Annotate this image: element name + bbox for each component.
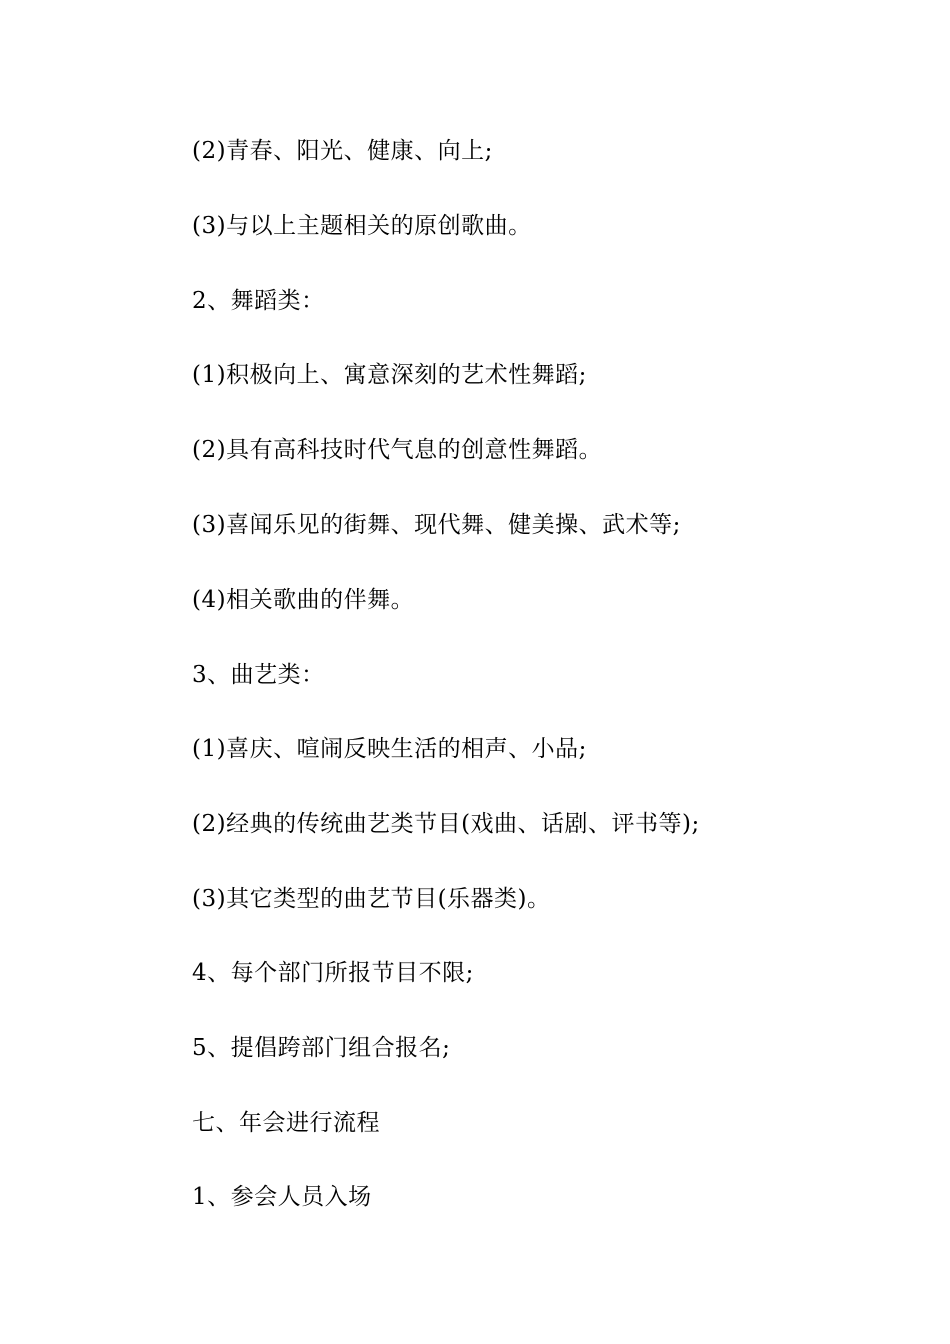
paragraph-line: 5、提倡跨部门组合报名;	[192, 1035, 451, 1061]
paragraph-line: 4、每个部门所报节目不限;	[192, 960, 474, 986]
paragraph-line: (3)其它类型的曲艺节目(乐器类)。	[192, 886, 551, 912]
section-heading: 七、年会进行流程	[192, 1110, 380, 1136]
section-heading: 3、曲艺类：	[192, 662, 325, 688]
paragraph-line: (3)与以上主题相关的原创歌曲。	[192, 213, 532, 239]
section-heading: 2、舞蹈类：	[192, 288, 325, 314]
paragraph-line: (2)青春、阳光、健康、向上;	[192, 138, 493, 164]
paragraph-line: (4)相关歌曲的伴舞。	[192, 587, 415, 613]
paragraph-line: (1)喜庆、喧闹反映生活的相声、小品;	[192, 736, 587, 762]
paragraph-line: 1、参会人员入场	[192, 1184, 372, 1210]
paragraph-line: (2)具有高科技时代气息的创意性舞蹈。	[192, 437, 603, 463]
paragraph-line: (3)喜闻乐见的街舞、现代舞、健美操、武术等;	[192, 512, 681, 538]
paragraph-line: (2)经典的传统曲艺类节目(戏曲、话剧、评书等);	[192, 811, 700, 837]
paragraph-line: (1)积极向上、寓意深刻的艺术性舞蹈;	[192, 362, 587, 388]
